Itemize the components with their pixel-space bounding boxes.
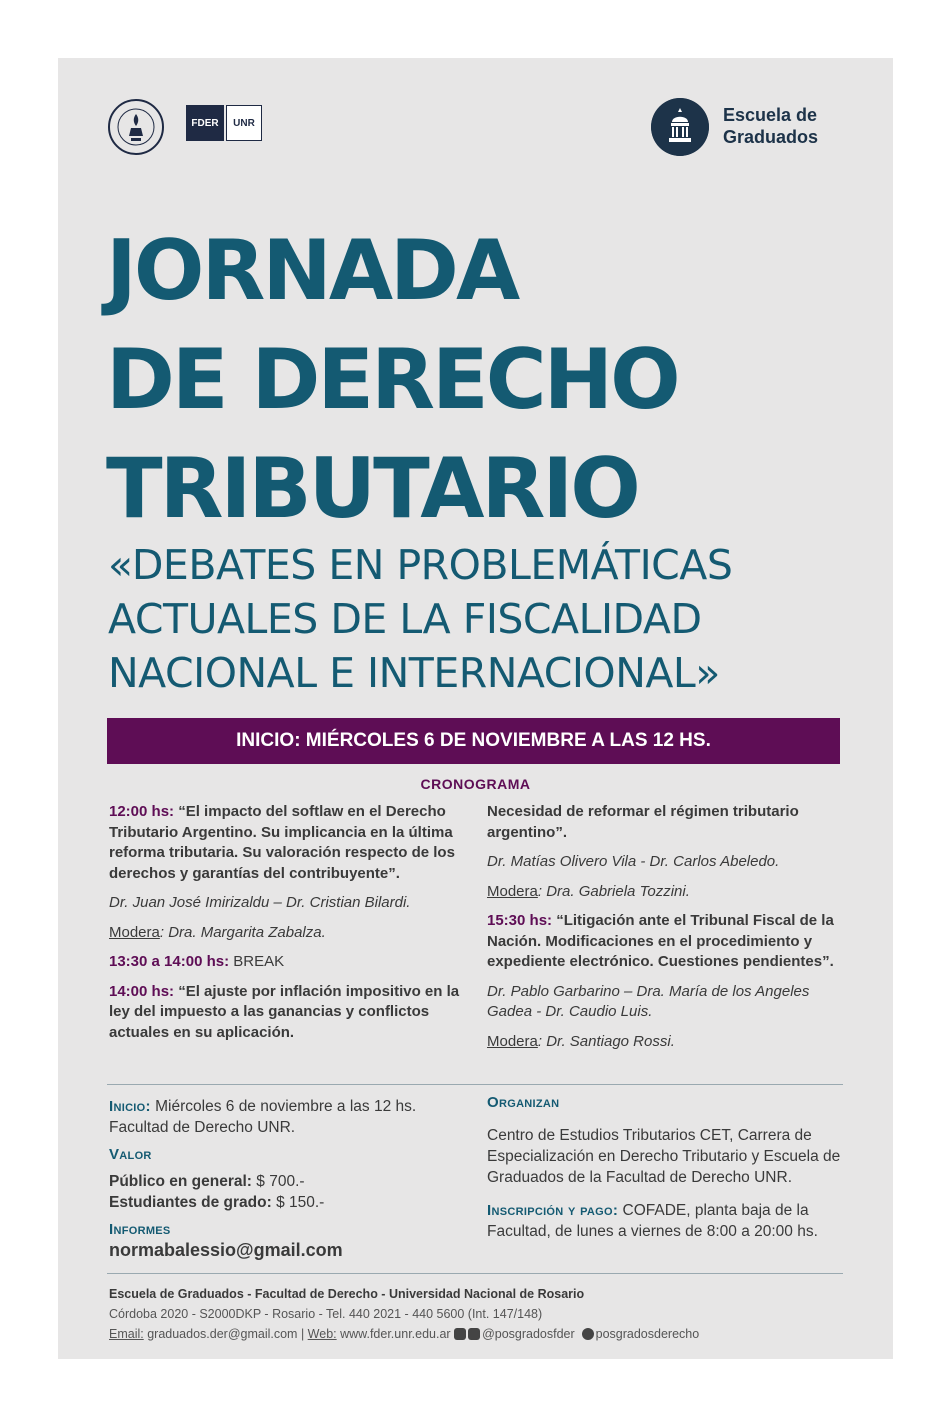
facebook-icon[interactable]	[454, 1328, 466, 1340]
footer	[109, 1284, 869, 1344]
footer-institution: Escuela de Graduados - Facultad de Derecho - Universidad Nacional de Rosario	[109, 1287, 585, 1301]
schedule-column-right	[487, 802, 847, 1061]
modera-label: Modera	[487, 882, 538, 900]
session-1-title: “El impacto del softlaw en el Derecho Tributario Argentino. Su implicancia en la última reforma tributaria. Su valoración respecto de los derechos y garantías del contribuyente”.	[109, 803, 455, 882]
organizan-text: Centro de Estudios Tributarios CET, Carrera de Especialización en Derecho Tributario y Escuela de Graduados de la Facultad de Derecho UNR.	[487, 1127, 841, 1186]
inscripcion-line	[487, 1200, 847, 1242]
footer-address: Córdoba 2020 - S2000DKP - Rosario - Tel. 440 2021 - 440 5600 (Int. 147/148)	[109, 1307, 543, 1321]
info-right	[487, 1092, 847, 1242]
escuela-line1: Escuela de	[723, 105, 818, 125]
session-1-speakers: Dr. Juan José Imirizaldu – Dr. Cristian Bilardi.	[109, 894, 411, 911]
session-3-speakers: Dr. Pablo Garbarino – Dra. María de los Angeles Gadea - Dr. Caudio Luis.	[487, 982, 810, 1020]
inscripcion-label: Inscripción y pago:	[487, 1202, 619, 1219]
social-handle-2[interactable]: posgradosderecho	[595, 1327, 700, 1341]
session-2-title-part1: “El ajuste por inflación impositivo en la ley del impuesto a las ganancias y conflictos actuales en su aplicación.	[109, 982, 460, 1041]
escuela-line2: Graduados	[723, 127, 819, 147]
price-students	[109, 1192, 469, 1213]
session-2-time: 14:00 hs:	[109, 982, 175, 1000]
footer-contact	[109, 1324, 869, 1344]
moderator-name: : Dra. Margarita Zabalza.	[159, 923, 326, 941]
inicio-text: Miércoles 6 de noviembre a las 12 hs.	[150, 1098, 417, 1115]
escuela-graduados-icon	[651, 98, 709, 156]
cronograma-heading: CRONOGRAMA	[420, 776, 531, 792]
fder-label: FDER	[186, 105, 224, 141]
price-students-label: Estudiantes de grado:	[109, 1194, 272, 1211]
event-subtitle	[108, 538, 888, 700]
session-3-title: “Litigación ante el Tribunal Fiscal de la Nación. Modificaciones en el procedimiento y expediente electrónico. Cuestiones pendientes”.	[487, 912, 834, 970]
session-1-moderator	[109, 923, 461, 944]
venue: Facultad de Derecho UNR.	[109, 1119, 296, 1136]
subtitle-line2: ACTUALES DE LA FISCALIDAD	[108, 595, 702, 643]
price-general-label: Público en general:	[109, 1173, 252, 1190]
break-label: BREAK	[229, 953, 285, 970]
unr-label: UNR	[226, 105, 262, 141]
break-item	[109, 952, 461, 973]
title-line1: JORNADA	[106, 222, 518, 319]
session-3	[487, 911, 847, 973]
inicio-line	[109, 1096, 469, 1117]
divider-bottom	[107, 1273, 843, 1274]
modera-label: Modera	[487, 1032, 538, 1050]
contact-email[interactable]: normabalessio@gmail.com	[109, 1240, 343, 1260]
session-3-moderator	[487, 1032, 847, 1053]
title-line2: DE DERECHO	[106, 331, 678, 428]
footer-email[interactable]: graduados.der@gmail.com |	[143, 1327, 308, 1341]
start-date-banner: INICIO: MIÉRCOLES 6 DE NOVIEMBRE A LAS 12 HS.	[107, 718, 840, 764]
modera-label: Modera	[109, 923, 160, 941]
moderator-name: : Dra. Gabriela Tozzini.	[537, 882, 690, 900]
divider-top	[107, 1084, 843, 1085]
twitter-icon[interactable]	[468, 1328, 480, 1340]
session-1	[109, 802, 461, 884]
session-2-title-part2: Necesidad de reformar el régimen tributario argentino”.	[487, 803, 799, 841]
escuela-graduados-name	[723, 104, 883, 148]
poster	[58, 58, 893, 1359]
inscripcion-text: COFADE, planta baja de la Facultad, de lunes a viernes de 8:00 a 20:00 hs.	[487, 1202, 818, 1240]
session-2-moderator	[487, 882, 847, 903]
schedule-column-left	[109, 802, 461, 1052]
footer-web-label: Web:	[307, 1327, 337, 1341]
session-1-time: 12:00 hs:	[109, 803, 175, 820]
fder-unr-logo	[186, 105, 264, 141]
moderator-name: : Dr. Santiago Rossi.	[537, 1032, 675, 1050]
break-time: 13:30 a 14:00 hs:	[109, 953, 230, 970]
session-2-speakers: Dr. Matías Olivero Vila - Dr. Carlos Abeledo.	[487, 853, 780, 870]
organizan-label: Organizan	[487, 1094, 560, 1111]
valor-label: Valor	[109, 1146, 152, 1163]
price-general-value: $ 700.-	[251, 1173, 305, 1190]
info-left	[109, 1096, 469, 1261]
title-line3: TRIBUTARIO	[106, 440, 638, 537]
footer-email-label: Email:	[109, 1327, 144, 1341]
price-general	[109, 1171, 469, 1192]
inicio-label: Inicio:	[109, 1098, 151, 1115]
event-title	[106, 216, 886, 543]
session-2-start	[109, 982, 461, 1044]
price-students-value: $ 150.-	[271, 1194, 325, 1211]
session-3-time: 15:30 hs:	[487, 912, 553, 929]
subtitle-line1: «DEBATES EN PROBLEMÁTICAS	[108, 541, 733, 589]
subtitle-line3: NACIONAL E INTERNACIONAL»	[108, 649, 720, 697]
informes-label: Informes	[109, 1221, 171, 1238]
unr-seal-logo	[107, 98, 165, 156]
footer-web[interactable]: www.fder.unr.edu.ar	[336, 1327, 455, 1341]
social-handle-1[interactable]: @posgradosfder	[482, 1327, 575, 1341]
instagram-icon[interactable]	[582, 1328, 594, 1340]
